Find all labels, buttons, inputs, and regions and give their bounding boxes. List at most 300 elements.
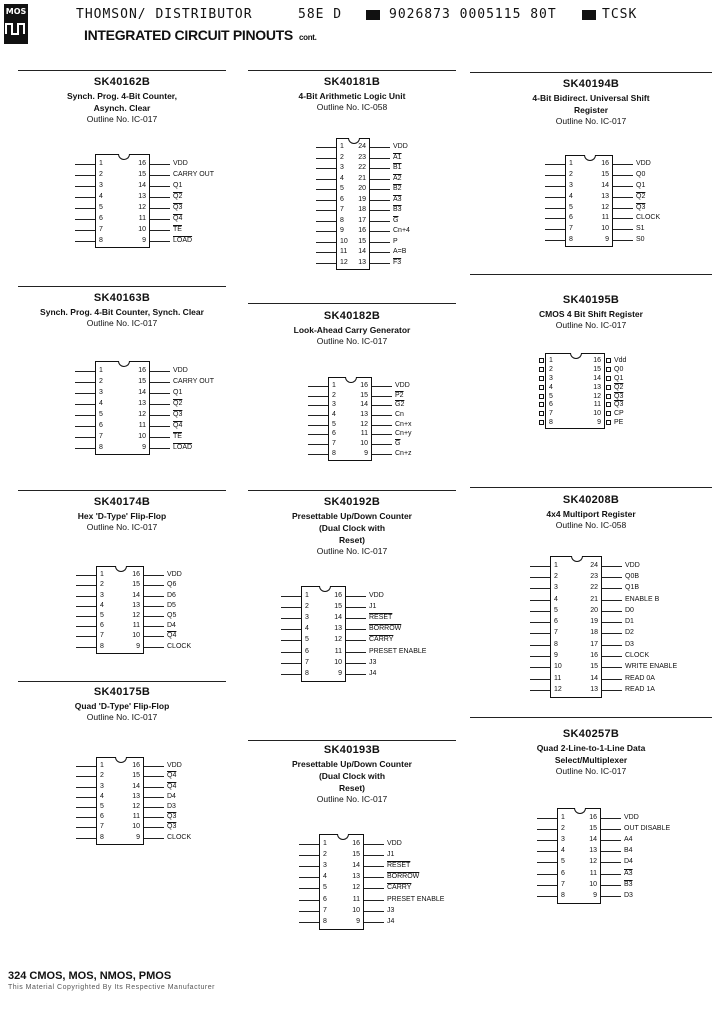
pin-number: 8 — [99, 443, 103, 451]
pin-lead — [346, 640, 366, 641]
pin-number: 13 — [358, 258, 366, 266]
pin-number: 11 — [132, 622, 140, 630]
pin-label: D2 — [625, 629, 634, 637]
divider — [248, 303, 456, 304]
pin-label: VDD — [395, 381, 410, 389]
pin-lead — [537, 896, 557, 897]
pin-lead — [281, 607, 301, 608]
pin-label: A=B — [393, 248, 407, 256]
pin-lead — [530, 600, 550, 601]
pin1-notch — [118, 154, 130, 160]
pin-number: 4 — [99, 399, 103, 407]
pin-number: 5 — [323, 884, 327, 892]
pin-number: 7 — [100, 632, 104, 640]
pin-label: WRITE ENABLE — [625, 663, 678, 671]
pin-lead — [601, 862, 621, 863]
pin-number: 16 — [138, 159, 146, 167]
pin-label: Q6 — [167, 581, 177, 589]
pin-lead — [537, 885, 557, 886]
pin-lead — [364, 922, 384, 923]
pin-number: 3 — [569, 182, 573, 189]
pin-number: 7 — [99, 225, 103, 233]
divider — [248, 490, 456, 491]
pin-lead — [537, 851, 557, 852]
pin1-notch — [118, 361, 130, 367]
pin-pad — [606, 394, 611, 399]
chip-description: Select/Multiplexer — [554, 755, 628, 765]
pin-pad — [539, 367, 544, 372]
pin-number: 4 — [332, 410, 336, 418]
pin-number: 11 — [554, 674, 562, 682]
pin-lead — [537, 862, 557, 863]
pin-number: 7 — [323, 906, 327, 914]
chip-description: Presettable Up/Down Counter — [292, 759, 412, 769]
pin-label: Q3 — [173, 203, 183, 211]
pin1-notch — [570, 353, 582, 359]
pin-lead — [144, 575, 164, 576]
pin-lead — [370, 231, 390, 232]
pin-number: 8 — [554, 640, 558, 648]
pin-number: 5 — [99, 410, 103, 418]
pin-label: OUT DISABLE — [624, 824, 671, 832]
pin-label: CARRY — [387, 884, 412, 892]
pin-label: PE — [614, 419, 624, 426]
pin-number: 4 — [561, 847, 565, 855]
pin-lead — [530, 645, 550, 646]
pin-label: VDD — [625, 561, 640, 569]
pin-label: Q0 — [636, 171, 646, 179]
pin-lead — [281, 663, 301, 664]
pin-pad — [606, 367, 611, 372]
outline-number: Outline No. IC-017 — [555, 116, 627, 126]
pin-number: 11 — [360, 430, 368, 438]
pin-lead — [76, 575, 96, 576]
pin-lead — [299, 844, 319, 845]
pin-lead — [602, 633, 622, 634]
pin-label: J4 — [387, 918, 395, 925]
pin-number: 9 — [136, 833, 140, 841]
pin-lead — [364, 855, 384, 856]
pin-number: 3 — [99, 388, 103, 396]
pin-lead — [370, 263, 390, 264]
pin-lead — [150, 371, 170, 372]
ic-package — [95, 154, 150, 248]
pin-pad — [539, 420, 544, 425]
pin-label: Q2 — [173, 192, 183, 200]
pin-number: 1 — [323, 839, 327, 847]
pin-number: 11 — [340, 248, 348, 256]
pin-lead — [75, 371, 95, 372]
pin-pad — [539, 358, 544, 363]
pin-number: 12 — [340, 258, 348, 266]
pin-label: CARRY OUT — [173, 377, 214, 385]
pin-number: 15 — [138, 377, 146, 385]
pin-lead — [308, 386, 328, 387]
pin-number: 15 — [352, 850, 360, 858]
pin-lead — [601, 851, 621, 852]
pin-label: Q3 — [173, 410, 183, 418]
pin-number: 22 — [590, 584, 598, 592]
pin-number: 6 — [561, 869, 565, 877]
pin-number: 9 — [593, 892, 597, 899]
pin-number: 7 — [569, 225, 573, 233]
pin-label: B4 — [624, 847, 633, 855]
pin-label: VDD — [369, 591, 384, 599]
chip-description: Register — [573, 105, 608, 115]
pin-label: B3 — [393, 206, 402, 214]
pin-lead — [281, 596, 301, 597]
chip-name: SK40162B — [93, 76, 151, 88]
chip-description: Reset) — [339, 535, 365, 545]
pin-lead — [76, 606, 96, 607]
block-mark — [366, 10, 380, 20]
pin-label: Vdd — [614, 357, 627, 365]
pin-label: CP — [614, 410, 624, 418]
pin-number: 2 — [305, 602, 309, 610]
pin-label: D6 — [167, 591, 176, 599]
pin-label: Q1 — [173, 181, 183, 189]
pin-number: 16 — [132, 762, 140, 770]
pin-number: 1 — [100, 762, 104, 770]
outline-number: Outline No. IC-017 — [86, 114, 158, 124]
divider — [470, 487, 712, 488]
pin-number: 16 — [132, 571, 140, 579]
page-title — [84, 27, 317, 43]
pin-label: Q1 — [173, 388, 183, 396]
pin-number: 12 — [601, 203, 609, 211]
pin-number: 14 — [132, 782, 140, 790]
pin-lead — [613, 229, 633, 230]
pin-number: 3 — [554, 584, 558, 592]
pin-number: 19 — [590, 618, 598, 626]
pin-label: A4 — [624, 836, 633, 843]
pin-number: 24 — [590, 561, 598, 569]
pin-lead — [613, 208, 633, 209]
pin-label: VDD — [167, 762, 182, 770]
pin-number: 11 — [138, 214, 146, 222]
pin-lead — [537, 874, 557, 875]
pin-label: D0 — [625, 606, 634, 614]
pin-pad — [606, 358, 611, 363]
pin-lead — [602, 667, 622, 668]
pin-number: 5 — [554, 606, 558, 614]
pin-label: LOAD — [173, 443, 193, 451]
pin-number: 12 — [360, 420, 368, 428]
pin-number: 13 — [132, 601, 140, 609]
pin-number: 17 — [590, 640, 598, 648]
pin-number: 15 — [138, 170, 146, 178]
pin-label: Q1B — [625, 584, 640, 592]
pin-lead — [150, 404, 170, 405]
pin-label: Cn+4 — [393, 227, 410, 235]
pin-label: D3 — [167, 802, 176, 810]
pin-number: 14 — [352, 862, 360, 869]
pin-label: CLOCK — [167, 642, 192, 650]
pin-label: Q2 — [614, 383, 624, 391]
pin-number: 1 — [99, 366, 103, 374]
pin-number: 13 — [593, 383, 601, 391]
pin-lead — [602, 622, 622, 623]
pin-number: 1 — [99, 159, 103, 167]
pin-number: 16 — [358, 227, 366, 235]
pin-number: 11 — [334, 647, 342, 655]
chip-description: Look-Ahead Carry Generator — [293, 325, 411, 335]
pin-label: READ 1A — [625, 685, 655, 693]
outline-number: Outline No. IC-058 — [316, 102, 388, 112]
pin-number: 10 — [132, 632, 140, 640]
pin-label: S0 — [636, 236, 645, 243]
pin-lead — [530, 622, 550, 623]
code-text: 58E D — [298, 7, 343, 22]
pin-lead — [530, 611, 550, 612]
pin-lead — [601, 874, 621, 875]
pin-number: 14 — [590, 674, 598, 682]
mos-logo — [4, 4, 28, 44]
pin-lead — [75, 241, 95, 242]
pin-label: J1 — [369, 602, 377, 610]
chip-description: Quad 'D-Type' Flip-Flop — [74, 701, 170, 711]
pin-number: 2 — [100, 581, 104, 589]
pin-lead — [150, 448, 170, 449]
pin-number: 10 — [554, 663, 562, 671]
pin-number: 10 — [589, 880, 597, 888]
pin-lead — [144, 797, 164, 798]
pin-number: 7 — [100, 823, 104, 831]
pin-lead — [601, 840, 621, 841]
pin-lead — [308, 396, 328, 397]
pin-number: 15 — [601, 171, 609, 179]
pin-number: 10 — [601, 225, 609, 233]
pin-label: J4 — [369, 670, 377, 677]
pin-lead — [150, 175, 170, 176]
chip-name: SK40195B — [562, 294, 620, 306]
pin-lead — [75, 382, 95, 383]
pin-label: BORROW — [387, 873, 420, 881]
pin-lead — [346, 607, 366, 608]
pin-number: 10 — [340, 237, 348, 245]
pin-lead — [150, 437, 170, 438]
pin-lead — [144, 596, 164, 597]
pin-number: 14 — [589, 836, 597, 843]
pin-label: ENABLE B — [625, 595, 660, 603]
pin-lead — [150, 393, 170, 394]
pin-number: 15 — [593, 366, 601, 374]
pin-label: D3 — [625, 640, 634, 648]
pin-label: Q3 — [167, 813, 177, 821]
pin-number: 11 — [132, 813, 140, 821]
pin-number: 7 — [549, 410, 553, 418]
pin-number: 16 — [590, 652, 598, 660]
pin-lead — [346, 629, 366, 630]
pin-number: 2 — [99, 170, 103, 178]
pin-pad — [606, 376, 611, 381]
chip-description: Hex 'D-Type' Flip-Flop — [77, 511, 167, 521]
pin-label: Cn — [395, 410, 404, 418]
pin-number: 4 — [100, 792, 104, 800]
pin-lead — [308, 415, 328, 416]
pin-lead — [150, 186, 170, 187]
pin-lead — [545, 186, 565, 187]
chip-description: 4x4 Multiport Register — [546, 509, 636, 519]
pin-label: B2 — [393, 185, 402, 193]
pin-number: 11 — [352, 895, 360, 903]
pin-label: Q0B — [625, 572, 640, 580]
scan-header-line — [76, 7, 716, 23]
pin-lead — [372, 405, 392, 406]
pin-number: 2 — [332, 391, 336, 399]
divider — [18, 70, 226, 71]
pin-lead — [150, 415, 170, 416]
pin-lead — [602, 690, 622, 691]
pin-number: 3 — [99, 181, 103, 189]
pin1-notch — [571, 556, 583, 562]
pin-number: 10 — [138, 225, 146, 233]
pin-lead — [75, 437, 95, 438]
pin-number: 2 — [340, 153, 344, 161]
pin-lead — [75, 415, 95, 416]
pin-number: 15 — [132, 772, 140, 780]
pin-number: 9 — [554, 652, 558, 660]
pin-lead — [316, 158, 336, 159]
pin-lead — [76, 776, 96, 777]
pin-label: CLOCK — [167, 833, 192, 841]
outline-number: Outline No. IC-017 — [316, 794, 388, 804]
pin-label: D4 — [167, 792, 176, 800]
pin-pad — [606, 420, 611, 425]
pin-number: 9 — [338, 670, 342, 677]
chip-description: Reset) — [339, 783, 365, 793]
pin-lead — [144, 636, 164, 637]
pin-number: 14 — [593, 375, 601, 382]
serial-text: 9026873 0005115 80T — [389, 7, 557, 22]
pin-pad — [539, 411, 544, 416]
pin-lead — [601, 896, 621, 897]
pin-number: 12 — [593, 392, 601, 400]
pin-lead — [316, 189, 336, 190]
pin-label: Q4 — [167, 772, 177, 780]
pin-lead — [150, 382, 170, 383]
pin-number: 5 — [569, 203, 573, 211]
pin-lead — [299, 866, 319, 867]
pin-label: F3 — [393, 258, 402, 266]
pin-label: CARRY OUT — [173, 170, 214, 178]
pin-number: 13 — [590, 685, 598, 693]
chip-description: Presettable Up/Down Counter — [292, 511, 412, 521]
pin-lead — [346, 663, 366, 664]
chip-name: SK40208B — [562, 494, 620, 506]
pin-lead — [144, 817, 164, 818]
pin-number: 14 — [360, 401, 368, 409]
pin-lead — [150, 219, 170, 220]
pin-label: RESET — [387, 862, 411, 869]
pin-lead — [76, 616, 96, 617]
pin-lead — [150, 426, 170, 427]
page-title-text: INTEGRATED CIRCUIT PINOUTS — [84, 27, 293, 43]
chip-description: CMOS 4 Bit Shift Register — [539, 309, 643, 319]
pin-number: 3 — [340, 164, 344, 172]
pin-label: D3 — [624, 892, 633, 899]
pin-number: 2 — [561, 824, 565, 832]
pin-number: 13 — [360, 410, 368, 418]
logo-wave-icon — [4, 18, 28, 38]
pin-lead — [545, 229, 565, 230]
pin-number: 11 — [138, 421, 146, 429]
pin-lead — [364, 900, 384, 901]
pin-number: 6 — [332, 430, 336, 438]
pin-number: 11 — [601, 214, 609, 222]
pin-lead — [150, 164, 170, 165]
ic-package — [95, 361, 150, 455]
chip-name: SK40174B — [93, 496, 151, 508]
pin-label: VDD — [173, 159, 188, 167]
pin-lead — [613, 175, 633, 176]
pin-number: 10 — [132, 823, 140, 831]
pin-lead — [370, 242, 390, 243]
pin-number: 17 — [358, 216, 366, 224]
pin-label: Q5 — [167, 611, 177, 619]
pin-number: 9 — [142, 443, 146, 451]
pin-label: VDD — [636, 160, 651, 168]
pin-lead — [144, 807, 164, 808]
pin-number: 15 — [589, 824, 597, 832]
pin-lead — [545, 197, 565, 198]
pin-lead — [372, 425, 392, 426]
pin-lead — [601, 829, 621, 830]
divider — [18, 490, 226, 491]
pin-lead — [281, 629, 301, 630]
pin-lead — [370, 252, 390, 253]
pin-lead — [144, 838, 164, 839]
pin-lead — [308, 434, 328, 435]
pin-lead — [602, 577, 622, 578]
pin-number: 7 — [305, 658, 309, 666]
pin-number: 6 — [554, 618, 558, 626]
pin-lead — [372, 444, 392, 445]
pin-lead — [316, 210, 336, 211]
pin-lead — [144, 766, 164, 767]
pin-number: 3 — [332, 401, 336, 409]
chip-name: SK40192B — [323, 496, 381, 508]
pin-number: 7 — [99, 432, 103, 440]
pin-number: 3 — [100, 782, 104, 790]
pin-label: CARRY — [369, 636, 394, 644]
pin-number: 2 — [100, 772, 104, 780]
pin-label: CLOCK — [625, 652, 650, 660]
pin-number: 24 — [358, 143, 366, 151]
pin-lead — [364, 866, 384, 867]
pin-number: 13 — [138, 399, 146, 407]
pin-number: 23 — [358, 153, 366, 161]
pin-lead — [75, 219, 95, 220]
ic-package — [319, 834, 364, 930]
pin-label: J1 — [387, 850, 395, 858]
pin-number: 12 — [334, 636, 342, 644]
pin-number: 4 — [569, 192, 573, 200]
pin-number: 14 — [334, 614, 342, 621]
pin-lead — [308, 444, 328, 445]
copyright-note: This Material Copyrighted By Its Respective Manufacturer — [8, 984, 215, 991]
pin-lead — [299, 855, 319, 856]
pin-lead — [76, 817, 96, 818]
pin-number: 11 — [589, 869, 597, 877]
pin-label: Q1 — [636, 182, 646, 189]
pin-number: 1 — [549, 357, 553, 365]
pin-label: VDD — [393, 143, 408, 151]
pin-number: 9 — [597, 419, 601, 426]
pin-lead — [545, 164, 565, 165]
pin-lead — [601, 818, 621, 819]
pin-number: 13 — [138, 192, 146, 200]
